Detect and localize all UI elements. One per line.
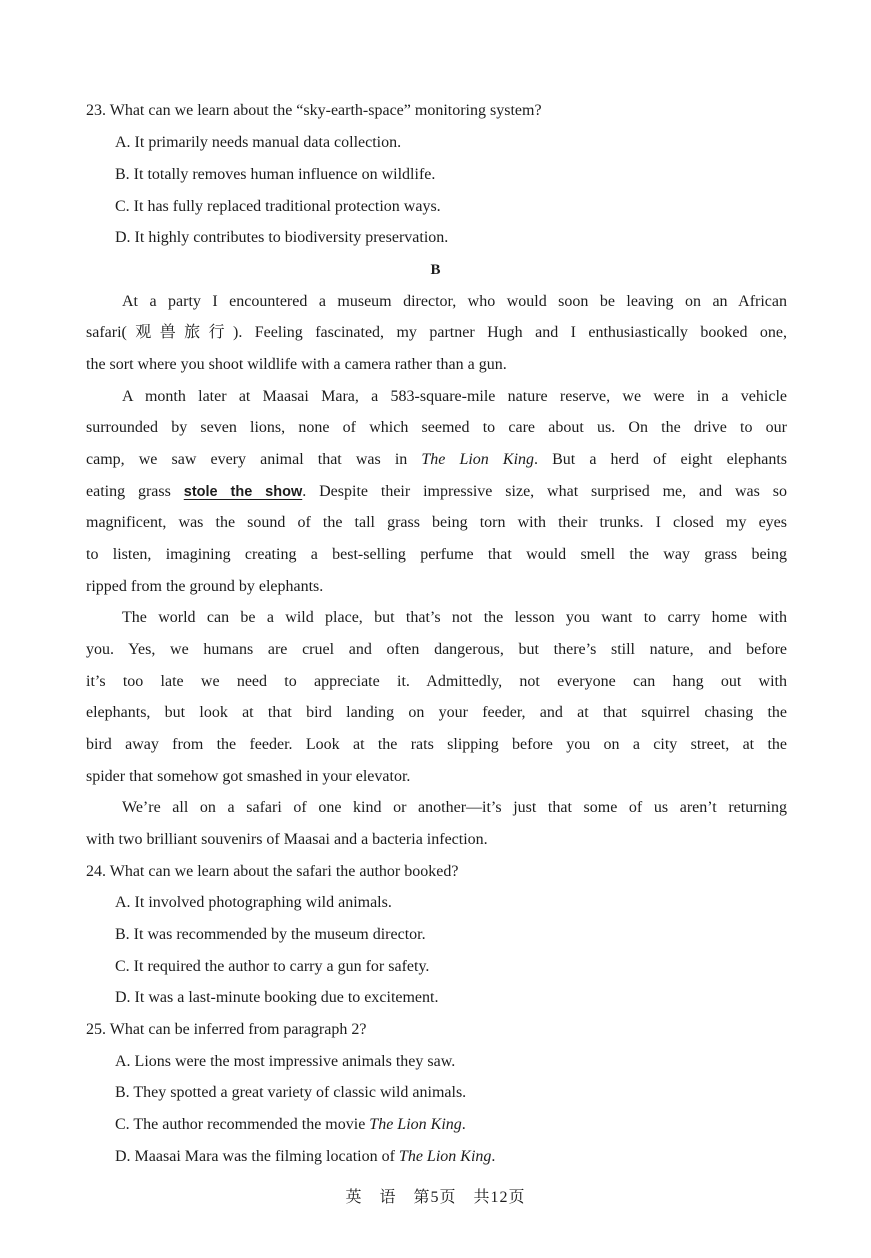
passage-p3-line: it’s too late we need to appreciate it. Admittedly, not everyone can hang out with (86, 673, 787, 690)
question-24-option-c: C. It required the author to carry a gun for safety. (115, 958, 430, 975)
passage-p4-line: We’re all on a safari of one kind or another—it’s just that some of us aren’t returning (122, 799, 787, 816)
question-24-option-a: A. It involved photographing wild animals. (115, 894, 392, 911)
text-span: D. Maasai Mara was the filming location of (115, 1148, 399, 1165)
question-25-option-b: B. They spotted a great variety of classic wild animals. (115, 1084, 467, 1101)
passage-p1-line: the sort where you shoot wildlife with a camera rather than a gun. (86, 356, 507, 373)
question-23-stem: 23. What can we learn about the “sky-earth-space” monitoring system? (86, 102, 542, 119)
passage-p3-line: you. Yes, we humans are cruel and often dangerous, but there’s still nature, and before (86, 641, 787, 658)
text-span: . But a herd of eight elephants (534, 451, 787, 468)
question-23-option-d: D. It highly contributes to biodiversity preservation. (115, 229, 449, 246)
text-span: C. The author recommended the movie (115, 1116, 370, 1133)
passage-p3-line: spider that somehow got smashed in your elevator. (86, 768, 411, 785)
question-24-option-b: B. It was recommended by the museum director. (115, 926, 426, 943)
passage-p2-line: magnificent, was the sound of the tall grass being torn with their trunks. I closed my eyes (86, 514, 787, 531)
question-23-option-b: B. It totally removes human influence on wildlife. (115, 166, 436, 183)
movie-title: The Lion King (398, 1148, 492, 1165)
passage-p1-line: safari(观兽旅行). Feeling fascinated, my partner Hugh and I enthusiastically booked one, (86, 324, 787, 341)
question-25-option-c (115, 1115, 466, 1135)
page-footer: 英 语 第5页 共12页 (345, 1189, 526, 1206)
section-title: B (430, 262, 441, 278)
passage-p2-line (86, 450, 787, 470)
question-24-stem: 24. What can we learn about the safari the author booked? (86, 863, 459, 880)
movie-title: The Lion King (421, 451, 535, 468)
passage-p2-line: surrounded by seven lions, none of which seemed to care about us. On the drive to our (86, 419, 787, 436)
passage-p4-line: with two brilliant souvenirs of Maasai and a bacteria infection. (86, 831, 488, 848)
text-span: camp, we saw every animal that was in (86, 451, 422, 468)
question-25-option-d (115, 1147, 495, 1167)
text-span: . (491, 1148, 496, 1165)
passage-p3-line: elephants, but look at that bird landing on your feeder, and at that squirrel chasing the (86, 704, 787, 721)
highlighted-phrase: stole the show (183, 484, 303, 500)
passage-p3-line: bird away from the feeder. Look at the rats slipping before you on a city street, at the (86, 736, 787, 753)
passage-p2-line: to listen, imagining creating a best-selling perfume that would smell the way grass being (86, 546, 787, 563)
text-span: . Despite their impressive size, what surprised me, and was so (302, 483, 787, 500)
question-25-option-a: A. Lions were the most impressive animals they saw. (115, 1053, 456, 1070)
question-23-option-c: C. It has fully replaced traditional protection ways. (115, 198, 441, 215)
question-24-option-d: D. It was a last-minute booking due to excitement. (115, 989, 439, 1006)
text-span: . (461, 1116, 466, 1133)
passage-p3-line: The world can be a wild place, but that’s not the lesson you want to carry home with (122, 609, 787, 626)
question-25-stem: 25. What can be inferred from paragraph 2? (86, 1021, 367, 1038)
passage-p2-line: ripped from the ground by elephants. (86, 578, 324, 595)
passage-p2-line (86, 482, 787, 502)
question-23-option-a: A. It primarily needs manual data collection. (115, 134, 402, 151)
text-span: eating grass (86, 483, 184, 500)
passage-p2-line: A month later at Maasai Mara, a 583-square-mile nature reserve, we were in a vehicle (122, 388, 787, 405)
passage-p1-line: At a party I encountered a museum director, who would soon be leaving on an African (122, 293, 787, 310)
movie-title: The Lion King (369, 1116, 462, 1133)
